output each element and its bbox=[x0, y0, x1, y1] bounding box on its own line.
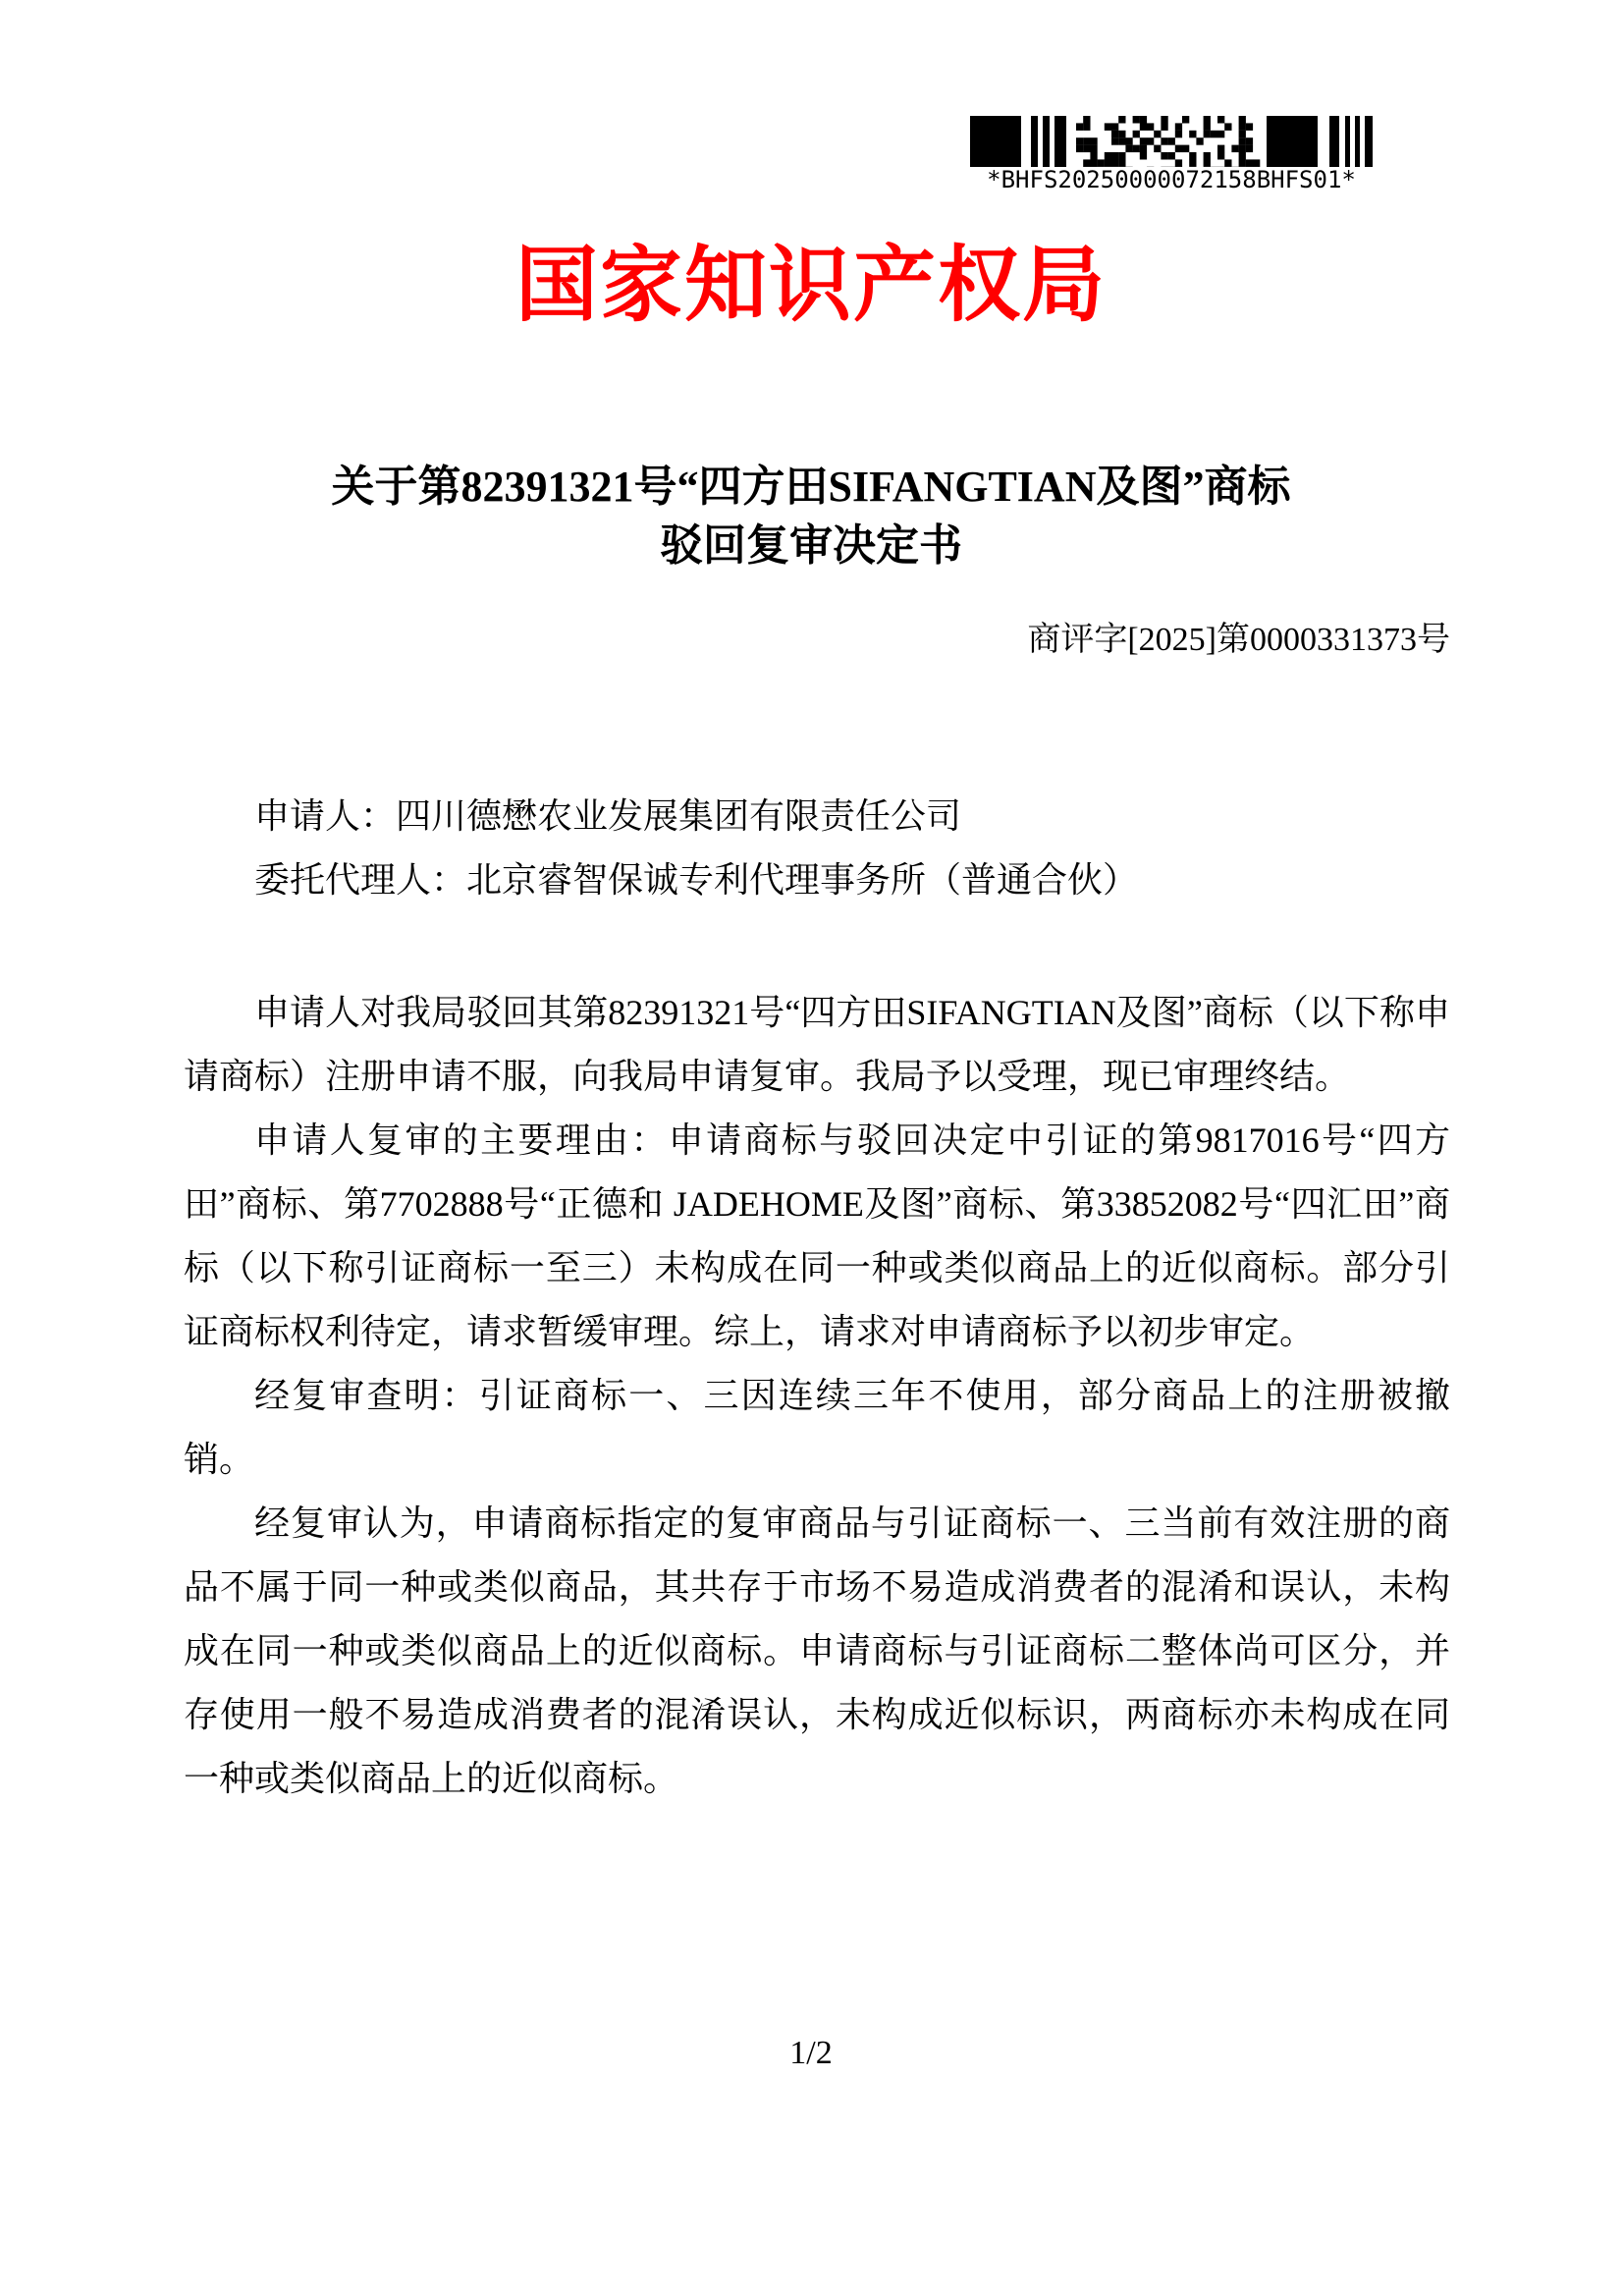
agency-title: 国家知识产权局 bbox=[514, 239, 1107, 331]
document-title-line1: 关于第82391321号“四方田SIFANGTIAN及图”商标 bbox=[331, 463, 1291, 511]
applicant-line: 申请人：四川德懋农业发展集团有限责任公司 bbox=[254, 796, 962, 836]
body-paragraph: 申请人对我局驳回其第82391321号“四方田SIFANGTIAN及图”商标（以下称申请商标）注册申请不服，向我局申请复审。我局予以受理，现已审理终结。 bbox=[184, 993, 1450, 1096]
body-paragraph: 申请人复审的主要理由：申请商标与驳回决定中引证的第9817016号“四方田”商标、第7702888号“正德和 JADEHOME及图”商标、第33852082号“四汇田”商标（以下称引证商标一至三）未构成在同一种或类似商品上的近似商标。部分引证商标权利待定，请求暂缓审理。综上，请求对申请商标予以初步审定。 bbox=[184, 1121, 1450, 1351]
agent-line: 委托代理人：北京睿智保诚专利代理事务所（普通合伙） bbox=[254, 860, 1139, 900]
reference-number: 商评字[2025]第0000331373号 bbox=[1027, 622, 1450, 658]
barcode-image bbox=[970, 116, 1373, 167]
body-paragraph: 经复审认为，申请商标指定的复审商品与引证商标一、三当前有效注册的商品不属于同一种或类似商品，其共存于市场不易造成消费者的混淆和误认，未构成在同一种或类似商品上的近似商标。申请商标与引证商标二整体尚可区分，并存使用一般不易造成消费者的混淆误认，未构成近似标识，两商标亦未构成在同一种或类似商品上的近似商标。 bbox=[184, 1503, 1450, 1798]
document-body bbox=[184, 785, 1450, 1811]
barcode-block bbox=[970, 116, 1373, 192]
page-number: 1/2 bbox=[789, 2035, 833, 2071]
document-title-line2: 驳回复审决定书 bbox=[660, 521, 962, 570]
barcode-text: *BHFS20250000072158BHFS01* bbox=[987, 166, 1356, 193]
body-paragraph: 经复审查明：引证商标一、三因连续三年不使用，部分商品上的注册被撤销。 bbox=[184, 1376, 1450, 1479]
document-title bbox=[0, 458, 1622, 575]
